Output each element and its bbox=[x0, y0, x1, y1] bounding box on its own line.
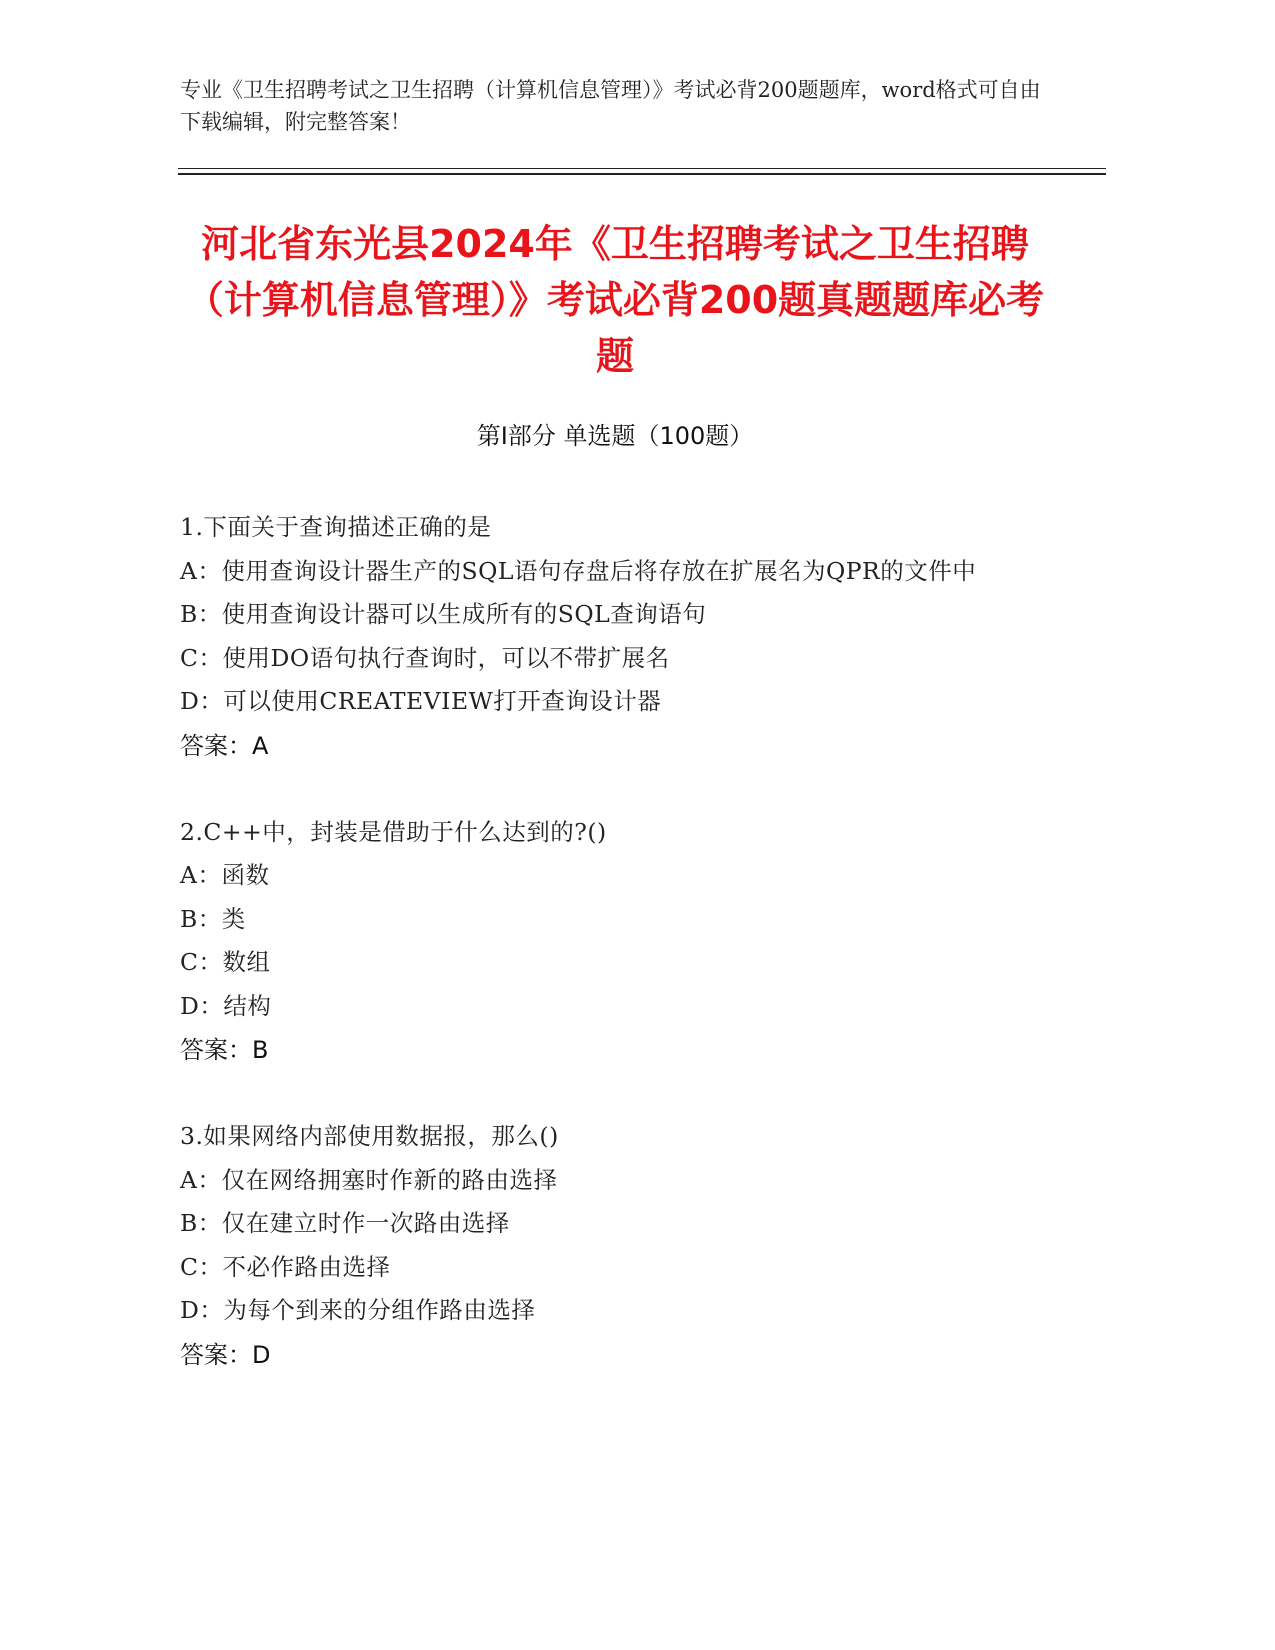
option-d bbox=[180, 1289, 1040, 1333]
question-list bbox=[180, 506, 1040, 1420]
option-d bbox=[180, 680, 1040, 724]
question-stem: 3.如果网络内部使用数据报，那么() bbox=[180, 1122, 559, 1150]
option-text: 结构 bbox=[223, 991, 272, 1020]
option-key: B： bbox=[180, 1209, 222, 1237]
question-stem: 1.下面关于查询描述正确的是 bbox=[180, 513, 492, 541]
option-text: 使用DO语句执行查询时，可以不带扩展名 bbox=[222, 643, 670, 672]
section-heading: 第I部分 单选题（100题） bbox=[476, 422, 754, 450]
header-note: 专业《卫生招聘考试之卫生招聘（计算机信息管理）》考试必背200题题库，word格式可自由下载编辑，附完整答案！ bbox=[180, 78, 1041, 134]
option-text: 不必作路由选择 bbox=[222, 1252, 391, 1281]
answer-line: 答案：A bbox=[180, 731, 269, 760]
option-d bbox=[180, 985, 1040, 1029]
header-divider-thin bbox=[178, 168, 1106, 169]
option-a bbox=[180, 1159, 1040, 1203]
option-text: 类 bbox=[221, 904, 246, 933]
option-key: A： bbox=[180, 861, 222, 889]
document-title: 河北省东光县2024年《卫生招聘考试之卫生招聘（计算机信息管理）》考试必背200题真题题库必考题 bbox=[185, 222, 1045, 378]
option-key: A： bbox=[180, 556, 222, 585]
option-c bbox=[180, 941, 1040, 985]
option-text: 为每个到来的分组作路由选择 bbox=[223, 1296, 536, 1324]
option-key: B： bbox=[180, 904, 222, 933]
question-item bbox=[180, 811, 1040, 1073]
option-text: 仅在建立时作一次路由选择 bbox=[221, 1209, 510, 1237]
header-divider-thick bbox=[178, 173, 1106, 175]
option-a bbox=[180, 550, 1040, 594]
question-stem: 2.C++中，封装是借助于什么达到的?() bbox=[180, 817, 607, 846]
option-b bbox=[180, 898, 1040, 942]
option-a bbox=[180, 854, 1040, 898]
option-c bbox=[180, 637, 1040, 681]
option-text: 仅在网络拥塞时作新的路由选择 bbox=[221, 1165, 558, 1194]
question-item bbox=[180, 506, 1040, 768]
option-key: D： bbox=[180, 991, 224, 1020]
question-item bbox=[180, 1115, 1040, 1377]
option-text: 使用查询设计器可以生成所有的SQL查询语句 bbox=[221, 600, 707, 628]
option-text: 数组 bbox=[222, 948, 271, 976]
answer-line: 答案：D bbox=[180, 1340, 271, 1369]
option-text: 函数 bbox=[221, 861, 270, 889]
option-b bbox=[180, 1202, 1040, 1246]
option-key: C： bbox=[180, 948, 223, 976]
option-key: C： bbox=[180, 643, 223, 672]
option-key: D： bbox=[180, 1296, 224, 1324]
answer-line: 答案：B bbox=[180, 1036, 269, 1064]
option-key: D： bbox=[180, 687, 224, 715]
option-key: A： bbox=[180, 1165, 222, 1194]
option-text: 使用查询设计器生产的SQL语句存盘后将存放在扩展名为QPR的文件中 bbox=[221, 556, 977, 585]
option-c bbox=[180, 1246, 1040, 1290]
option-text: 可以使用CREATEVIEW打开查询设计器 bbox=[223, 687, 662, 715]
option-key: C： bbox=[180, 1252, 223, 1281]
option-b bbox=[180, 593, 1040, 637]
option-key: B： bbox=[180, 600, 222, 628]
